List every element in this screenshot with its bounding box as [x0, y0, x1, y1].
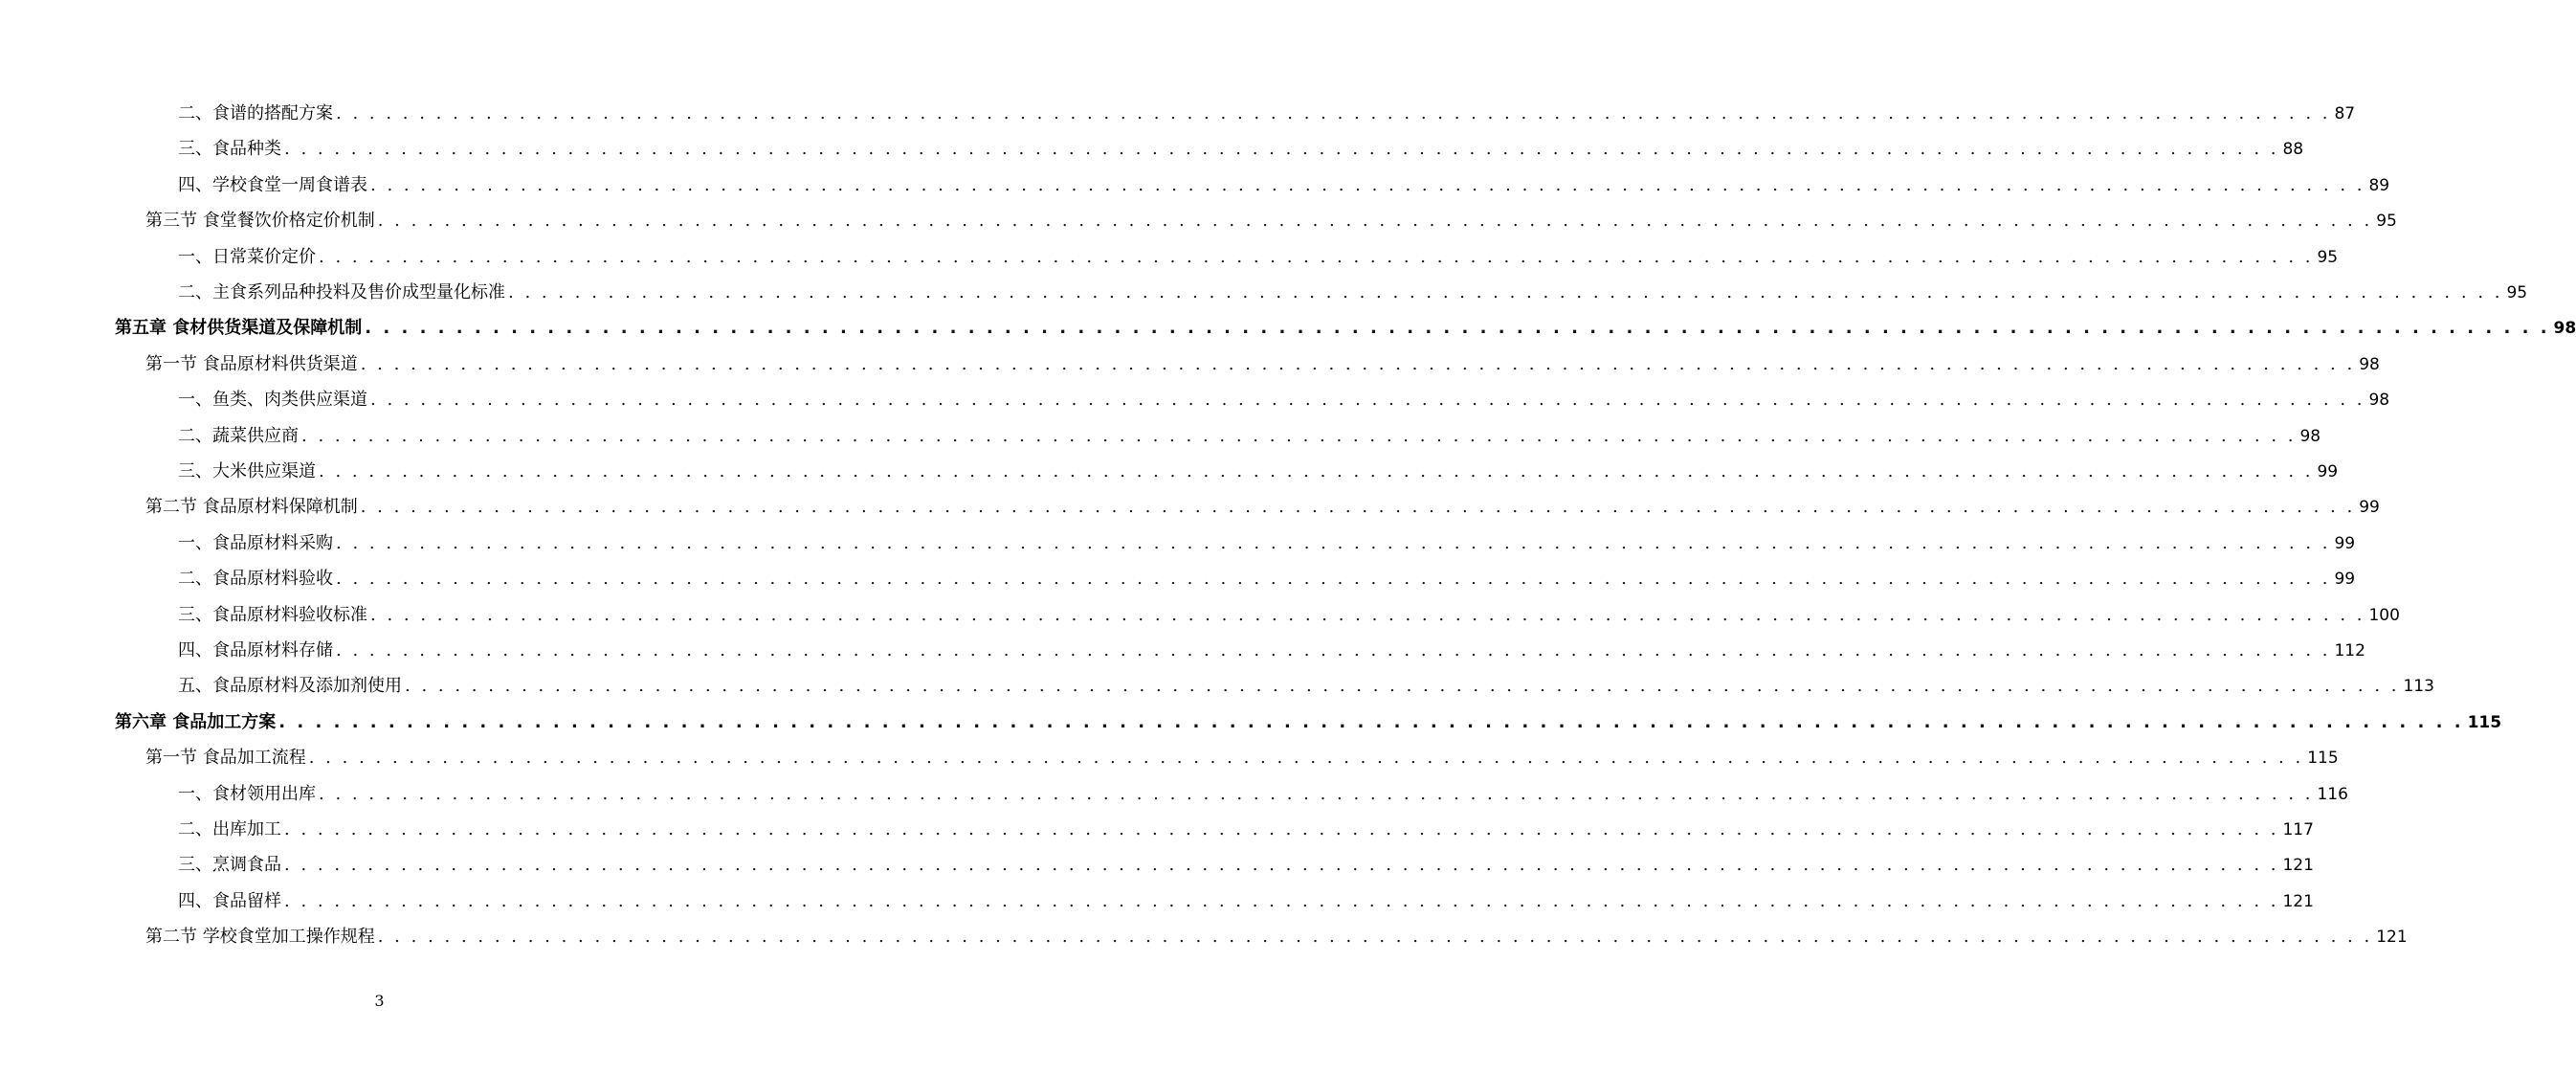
toc-entry-title: 三、大米供应渠道: [178, 461, 316, 481]
toc-dot-leader: . . . . . . . . . . . . . . . . . . . . . . . . . . . . . . . . . . . . . . . . . . . . . . . . . . . . . . . . . . . . . . . . . . . . . . . . . . . . . . . . . . . . . . . . . . . . . . . . . . . . . . . . . . . . . . . . . . . . . . . .: [319, 783, 2314, 804]
toc-entry-title: 第一节 食品加工流程: [145, 748, 306, 769]
toc-entry-page: 115: [2307, 749, 2339, 769]
toc-dot-leader: . . . . . . . . . . . . . . . . . . . . . . . . . . . . . . . . . . . . . . . . . . . . . . . . . . . . . . . . . . . . . . . . . . . . . . . . . . . . . . . . . . . . . . . . . . . . . . . . . . . . . . . . . . . . . . . . . . . . . . . .: [284, 855, 2279, 876]
toc-entry-page: 95: [2317, 247, 2339, 267]
toc-entry[interactable]: [178, 776, 2348, 812]
toc-entry-page: 98: [2299, 426, 2321, 446]
toc-dot-leader: . . . . . . . . . . . . . . . . . . . . . . . . . . . . . . . . . . . . . . . . . . . . . . . . . . . . . . . . . . . . . . . . . . . . . . . . . . . . . . . . . . . . . . . . . . . . . . . . . . . . . . . . . . . . . . . . . . . . . . . .: [284, 819, 2279, 839]
toc-entry-title: 二、食谱的搭配方案: [178, 103, 333, 123]
toc-entry[interactable]: [178, 847, 2314, 883]
toc-entry[interactable]: [178, 561, 2356, 596]
toc-entry-page: 89: [2368, 175, 2390, 195]
toc-entry[interactable]: [178, 239, 2339, 275]
toc-entry-title: 三、食品种类: [178, 139, 281, 160]
toc-entry-title: 第一节 食品原材料供货渠道: [145, 353, 358, 374]
toc-entry-title: 二、蔬菜供应商: [178, 425, 299, 446]
toc-entry-page: 99: [2334, 570, 2356, 590]
toc-dot-leader: . . . . . . . . . . . . . . . . . . . . . . . . . . . . . . . . . . . . . . . . . . . . . . . . . . . . . . . . . . . . . . . . . . . . . . . . . . . . . . . . . . . . . . . . . . . . . . . . . . . . . . . . . . . . . . . . . . . . . . . .: [370, 174, 2365, 195]
toc-entry-title: 一、日常菜价定价: [178, 246, 316, 267]
toc-entry-page: 121: [2282, 856, 2314, 876]
toc-entry[interactable]: [145, 740, 2339, 775]
toc-dot-leader: . . . . . . . . . . . . . . . . . . . . . . . . . . . . . . . . . . . . . . . . . . . . . . . . . . . . . . . . . . . . . . . . . . . . . . . . . . . . . . . . . . . . . . . . . . . . . . . . . . . . . . . . . . . . . . . . . . . . . . . .: [284, 139, 2279, 160]
toc-entry[interactable]: [145, 347, 2380, 382]
toc-entry[interactable]: [178, 812, 2314, 847]
toc-entry[interactable]: [178, 168, 2390, 203]
toc-entry[interactable]: [178, 382, 2390, 417]
toc-entry[interactable]: [178, 668, 2434, 704]
toc-dot-leader: . . . . . . . . . . . . . . . . . . . . . . . . . . . . . . . . . . . . . . . . . . . . . . . . . . . . . . . . . . . . . . . . . . . . . . . . . . . . . . . . . . . . . . . . . . . . . . . . . . . . . . . . . . . . . . . . . . . . . . . .: [377, 927, 2373, 948]
toc-entry[interactable]: [178, 884, 2314, 919]
toc-entry-page: 95: [2506, 283, 2528, 302]
toc-dot-leader: . . . . . . . . . . . . . . . . . . . . . . . . . . . . . . . . . . . . . . . . . . . . . . . . . . . . . . . . . . . . . . . . . . . . . . . . . . . . . . . . . . . . . . . . . . . . . . . . . . . . . . . . . . . . . . . . . . . . . . . .: [319, 246, 2314, 267]
toc-entry[interactable]: [145, 919, 2408, 954]
toc-dot-leader: . . . . . . . . . . . . . . . . . . . . . . . . . . . . . . . . . . . . . . . . . . . . . . . . . . . . . . . . . . . . . . . . . . . . . . . . . . . . . . . . . . . . . . . . . . . . . . . . . . . . . . . . . . . . . . . . . . . . . . . .: [360, 497, 2356, 518]
toc-entry-title: 第三节 食堂餐饮价格定价机制: [145, 211, 375, 232]
toc-dot-leader: . . . . . . . . . . . . . . . . . . . . . . . . . . . . . . . . . . . . . . . . . . . . . . . . . . . . . . . . . . . . . . . . . . . . . . . . . . . . . . . . . . . . . . . . . . . . . . . . . . . . . . . . . . . . . . . . . . . . . . . .: [319, 461, 2314, 481]
toc-dot-leader: . . . . . . . . . . . . . . . . . . . . . . . . . . . . . . . . . . . . . . . . . . . . . . . . . . . . . . . . . . . . . . . . . . . . . . . . . . . . . . . . . . . . . . . . . . . . . . . . . . . . . . . . . . . . . . . . . . . . . . . .: [336, 569, 2331, 590]
toc-entry-page: 99: [2334, 533, 2356, 553]
toc-entry-title: 三、烹调食品: [178, 855, 281, 876]
toc-entry[interactable]: [178, 131, 2304, 167]
toc-entry[interactable]: [145, 489, 2380, 525]
toc-entry-title: 五、食品原材料及添加剂使用: [178, 676, 402, 697]
toc-entry[interactable]: [178, 597, 2400, 633]
toc-entry-title: 一、食材领用出库: [178, 783, 316, 804]
toc-dot-leader: . . . . . . . . . . . . . . . . . . . . . . . . . . . . . . . . . . . . . . . . . . . . . . . . . . . . . . . . . . . . . . . . . . . . . . . . . . . . . . . . . . . . . . . . . . . . . . . . . . . . . . . . . . . . . . . . . . . . . . . .: [278, 711, 2464, 732]
toc-entry-page: 99: [2359, 498, 2380, 518]
toc-entry-page: 121: [2376, 928, 2408, 948]
toc-entry[interactable]: [178, 418, 2321, 454]
toc-dot-leader: . . . . . . . . . . . . . . . . . . . . . . . . . . . . . . . . . . . . . . . . . . . . . . . . . . . . . . . . . . . . . . . . . . . . . . . . . . . . . . . . . . . . . . . . . . . . . . . . . . . . . . . . . . . . . . . . . . . . . . . .: [377, 211, 2373, 232]
toc-entry[interactable]: [115, 310, 2576, 346]
toc-dot-leader: . . . . . . . . . . . . . . . . . . . . . . . . . . . . . . . . . . . . . . . . . . . . . . . . . . . . . . . . . . . . . . . . . . . . . . . . . . . . . . . . . . . . . . . . . . . . . . . . . . . . . . . . . . . . . . . . . . . . . . . .: [301, 425, 2297, 446]
toc-entry[interactable]: [115, 705, 2502, 740]
toc-dot-leader: . . . . . . . . . . . . . . . . . . . . . . . . . . . . . . . . . . . . . . . . . . . . . . . . . . . . . . . . . . . . . . . . . . . . . . . . . . . . . . . . . . . . . . . . . . . . . . . . . . . . . . . . . . . . . . . . . . . . . . . .: [405, 676, 2400, 697]
toc-entry-title: 二、食品原材料验收: [178, 569, 333, 590]
toc-entry[interactable]: [178, 275, 2528, 310]
toc-entry-page: 98: [2553, 319, 2576, 339]
toc-entry-page: 121: [2282, 891, 2314, 911]
toc-entry-page: 113: [2403, 677, 2434, 697]
toc-entry-title: 四、食品原材料存储: [178, 640, 333, 660]
toc-entry-title: 第二节 食品原材料保障机制: [145, 497, 358, 518]
toc-entry[interactable]: [178, 454, 2339, 489]
toc-entry[interactable]: [178, 96, 2356, 131]
toc-entry-title: 一、鱼类、肉类供应渠道: [178, 390, 367, 411]
toc-entry-title: 第六章 食品加工方案: [115, 711, 277, 732]
toc-entry-page: 117: [2282, 820, 2314, 839]
toc-dot-leader: . . . . . . . . . . . . . . . . . . . . . . . . . . . . . . . . . . . . . . . . . . . . . . . . . . . . . . . . . . . . . . . . . . . . . . . . . . . . . . . . . . . . . . . . . . . . . . . . . . . . . . . . . . . . . . . . . . . . . . . .: [370, 604, 2365, 625]
toc-dot-leader: . . . . . . . . . . . . . . . . . . . . . . . . . . . . . . . . . . . . . . . . . . . . . . . . . . . . . . . . . . . . . . . . . . . . . . . . . . . . . . . . . . . . . . . . . . . . . . . . . . . . . . . . . . . . . . . . . . . . . . . .: [508, 282, 2503, 302]
toc-dot-leader: . . . . . . . . . . . . . . . . . . . . . . . . . . . . . . . . . . . . . . . . . . . . . . . . . . . . . . . . . . . . . . . . . . . . . . . . . . . . . . . . . . . . . . . . . . . . . . . . . . . . . . . . . . . . . . . . . . . . . . . .: [308, 748, 2304, 769]
toc-entry-title: 二、主食系列品种投料及售价成型量化标准: [178, 282, 505, 302]
toc-entry-page: 112: [2334, 641, 2365, 660]
toc-entry[interactable]: [178, 526, 2356, 561]
toc-dot-leader: . . . . . . . . . . . . . . . . . . . . . . . . . . . . . . . . . . . . . . . . . . . . . . . . . . . . . . . . . . . . . . . . . . . . . . . . . . . . . . . . . . . . . . . . . . . . . . . . . . . . . . . . . . . . . . . . . . . . . . . .: [370, 390, 2365, 411]
toc-entry-title: 第五章 食材供货渠道及保障机制: [115, 318, 363, 339]
toc-entry-title: 四、食品留样: [178, 890, 281, 911]
toc-entry-page: 87: [2334, 104, 2356, 123]
toc-entry-title: 四、学校食堂一周食谱表: [178, 174, 367, 195]
toc-dot-leader: . . . . . . . . . . . . . . . . . . . . . . . . . . . . . . . . . . . . . . . . . . . . . . . . . . . . . . . . . . . . . . . . . . . . . . . . . . . . . . . . . . . . . . . . . . . . . . . . . . . . . . . . . . . . . . . . . . . . . . . .: [360, 353, 2356, 374]
toc-entry-title: 二、出库加工: [178, 819, 281, 839]
toc-dot-leader: . . . . . . . . . . . . . . . . . . . . . . . . . . . . . . . . . . . . . . . . . . . . . . . . . . . . . . . . . . . . . . . . . . . . . . . . . . . . . . . . . . . . . . . . . . . . . . . . . . . . . . . . . . . . . . . . . . . . . . . .: [336, 640, 2331, 660]
toc-entry-page: 100: [2368, 605, 2400, 625]
toc-entry-page: 95: [2376, 212, 2397, 232]
toc-entry[interactable]: [178, 633, 2365, 668]
toc-entry-page: 115: [2467, 712, 2502, 732]
toc-entry-title: 一、食品原材料采购: [178, 532, 333, 553]
toc-entry[interactable]: [145, 203, 2397, 238]
toc-entry-page: 88: [2282, 140, 2304, 160]
toc-dot-leader: . . . . . . . . . . . . . . . . . . . . . . . . . . . . . . . . . . . . . . . . . . . . . . . . . . . . . . . . . . . . . . . . . . . . . . . . . . . . . . . . . . . . . . . . . . . . . . . . . . . . . . . . . . . . . . . . . . . . . . . .: [365, 318, 2550, 339]
page-number: 3: [374, 992, 385, 1010]
toc-entry-page: 98: [2359, 354, 2380, 374]
toc-entry-title: 三、食品原材料验收标准: [178, 604, 367, 625]
toc-entry-page: 99: [2317, 462, 2339, 481]
toc-dot-leader: . . . . . . . . . . . . . . . . . . . . . . . . . . . . . . . . . . . . . . . . . . . . . . . . . . . . . . . . . . . . . . . . . . . . . . . . . . . . . . . . . . . . . . . . . . . . . . . . . . . . . . . . . . . . . . . . . . . . . . . .: [336, 103, 2331, 123]
toc-entry-page: 116: [2317, 784, 2348, 804]
toc-dot-leader: . . . . . . . . . . . . . . . . . . . . . . . . . . . . . . . . . . . . . . . . . . . . . . . . . . . . . . . . . . . . . . . . . . . . . . . . . . . . . . . . . . . . . . . . . . . . . . . . . . . . . . . . . . . . . . . . . . . . . . . .: [284, 890, 2279, 911]
toc-entry-title: 第二节 学校食堂加工操作规程: [145, 927, 375, 948]
toc-dot-leader: . . . . . . . . . . . . . . . . . . . . . . . . . . . . . . . . . . . . . . . . . . . . . . . . . . . . . . . . . . . . . . . . . . . . . . . . . . . . . . . . . . . . . . . . . . . . . . . . . . . . . . . . . . . . . . . . . . . . . . . .: [336, 532, 2331, 553]
toc-entry-page: 98: [2368, 391, 2390, 411]
